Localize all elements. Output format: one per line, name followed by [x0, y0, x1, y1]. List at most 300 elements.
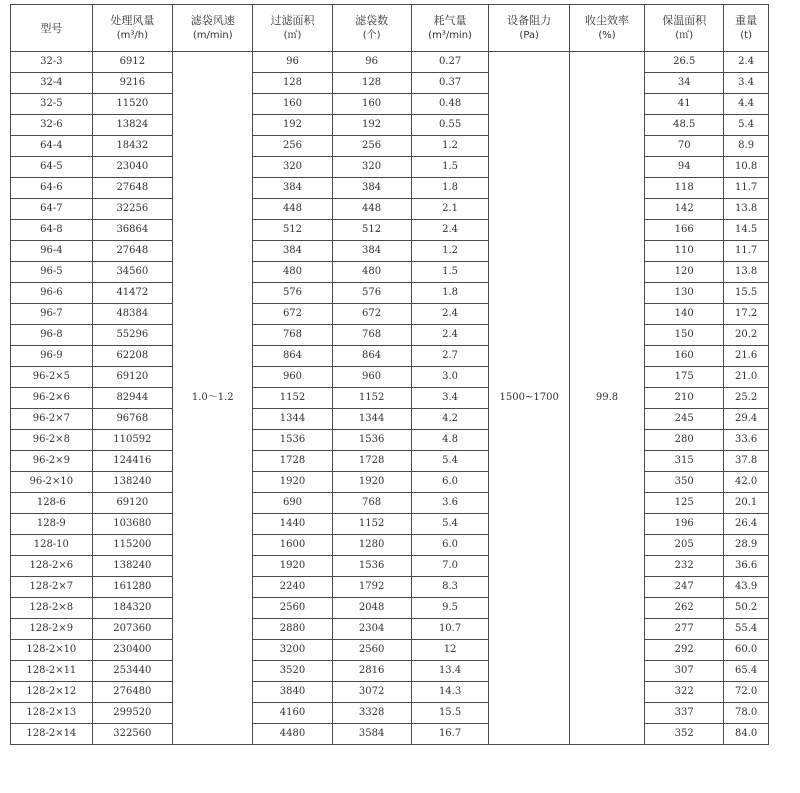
cell-insulation-area: 130	[645, 283, 724, 304]
cell-insulation-area: 142	[645, 199, 724, 220]
cell-air-consumption: 3.6	[411, 493, 489, 514]
header-label: 滤袋风速	[190, 14, 235, 27]
cell-bag-count: 1152	[332, 388, 411, 409]
cell-weight: 8.9	[724, 136, 769, 157]
header-label: 设备阻力	[507, 14, 552, 27]
cell-insulation-area: 232	[645, 556, 724, 577]
cell-model: 128-2×9	[11, 619, 93, 640]
cell-airflow: 48384	[92, 304, 172, 325]
cell-bag-count: 1536	[332, 556, 411, 577]
table-row	[11, 472, 769, 493]
table-row	[11, 598, 769, 619]
table-row	[11, 220, 769, 241]
cell-bag-count: 672	[332, 304, 411, 325]
table-row	[11, 703, 769, 724]
cell-model: 96-4	[11, 241, 93, 262]
header-unit: (㎡)	[283, 30, 302, 41]
cell-bag-count: 864	[332, 346, 411, 367]
cell-air-consumption: 0.37	[411, 73, 489, 94]
cell-model: 64-5	[11, 157, 93, 178]
cell-air-consumption: 0.27	[411, 52, 489, 73]
cell-airflow: 184320	[92, 598, 172, 619]
cell-insulation-area: 120	[645, 262, 724, 283]
cell-filter-area: 96	[253, 52, 332, 73]
cell-weight: 15.5	[724, 283, 769, 304]
table-row	[11, 157, 769, 178]
cell-bag-count: 3328	[332, 703, 411, 724]
cell-model: 128-2×7	[11, 577, 93, 598]
table-row	[11, 136, 769, 157]
cell-insulation-area: 196	[645, 514, 724, 535]
cell-filter-area: 160	[253, 94, 332, 115]
table-row	[11, 514, 769, 535]
cell-weight: 50.2	[724, 598, 769, 619]
cell-insulation-area: 160	[645, 346, 724, 367]
cell-air-consumption: 5.4	[411, 514, 489, 535]
table-row	[11, 52, 769, 73]
cell-model: 96-2×10	[11, 472, 93, 493]
cell-filter-area: 256	[253, 136, 332, 157]
table-row	[11, 94, 769, 115]
cell-airflow: 110592	[92, 430, 172, 451]
cell-insulation-area: 280	[645, 430, 724, 451]
cell-model: 96-2×6	[11, 388, 93, 409]
cell-air-consumption: 3.0	[411, 367, 489, 388]
cell-weight: 4.4	[724, 94, 769, 115]
cell-model: 128-9	[11, 514, 93, 535]
cell-filter-area: 672	[253, 304, 332, 325]
cell-airflow: 276480	[92, 682, 172, 703]
cell-airflow: 9216	[92, 73, 172, 94]
cell-airflow: 103680	[92, 514, 172, 535]
table-row	[11, 493, 769, 514]
cell-filter-area: 1920	[253, 472, 332, 493]
cell-weight: 60.0	[724, 640, 769, 661]
cell-filter-area: 1728	[253, 451, 332, 472]
cell-airflow: 18432	[92, 136, 172, 157]
cell-insulation-area: 110	[645, 241, 724, 262]
cell-air-consumption: 5.4	[411, 451, 489, 472]
cell-insulation-area: 307	[645, 661, 724, 682]
cell-model: 128-2×11	[11, 661, 93, 682]
cell-air-consumption: 1.8	[411, 283, 489, 304]
cell-insulation-area: 352	[645, 724, 724, 745]
cell-weight: 17.2	[724, 304, 769, 325]
header-unit: (m/min)	[192, 30, 233, 41]
col-header-filter-velocity	[173, 5, 253, 52]
cell-air-consumption: 7.0	[411, 556, 489, 577]
cell-model: 128-6	[11, 493, 93, 514]
table-body	[11, 52, 769, 745]
cell-airflow: 36864	[92, 220, 172, 241]
cell-filter-area: 3840	[253, 682, 332, 703]
cell-airflow: 27648	[92, 178, 172, 199]
cell-filter-area: 2880	[253, 619, 332, 640]
cell-bag-count: 1536	[332, 430, 411, 451]
cell-weight: 25.2	[724, 388, 769, 409]
cell-insulation-area: 210	[645, 388, 724, 409]
cell-model: 32-6	[11, 115, 93, 136]
cell-airflow: 34560	[92, 262, 172, 283]
col-header-airflow	[92, 5, 172, 52]
table-row	[11, 115, 769, 136]
cell-filter-area: 1600	[253, 535, 332, 556]
cell-model: 96-7	[11, 304, 93, 325]
cell-insulation-area: 125	[645, 493, 724, 514]
cell-bag-count: 768	[332, 325, 411, 346]
cell-airflow: 161280	[92, 577, 172, 598]
cell-weight: 36.6	[724, 556, 769, 577]
cell-bag-count: 128	[332, 73, 411, 94]
cell-air-consumption: 8.3	[411, 577, 489, 598]
table-row	[11, 346, 769, 367]
cell-bag-count: 1920	[332, 472, 411, 493]
cell-airflow: 138240	[92, 556, 172, 577]
cell-insulation-area: 322	[645, 682, 724, 703]
cell-airflow: 62208	[92, 346, 172, 367]
cell-air-consumption: 3.4	[411, 388, 489, 409]
cell-air-consumption: 9.5	[411, 598, 489, 619]
cell-bag-count: 3584	[332, 724, 411, 745]
cell-weight: 21.0	[724, 367, 769, 388]
cell-bag-count: 384	[332, 178, 411, 199]
cell-airflow: 230400	[92, 640, 172, 661]
header-unit: (t)	[740, 30, 752, 41]
cell-insulation-area: 292	[645, 640, 724, 661]
cell-model: 128-2×14	[11, 724, 93, 745]
cell-model: 96-5	[11, 262, 93, 283]
cell-bag-count: 512	[332, 220, 411, 241]
col-header-resistance	[489, 5, 569, 52]
cell-weight: 5.4	[724, 115, 769, 136]
header-unit: (㎡)	[675, 30, 694, 41]
cell-filter-area: 128	[253, 73, 332, 94]
table-row	[11, 283, 769, 304]
cell-filter-area: 1440	[253, 514, 332, 535]
cell-model: 64-7	[11, 199, 93, 220]
cell-air-consumption: 1.5	[411, 157, 489, 178]
cell-weight: 20.1	[724, 493, 769, 514]
cell-air-consumption: 1.8	[411, 178, 489, 199]
cell-bag-count: 320	[332, 157, 411, 178]
cell-insulation-area: 70	[645, 136, 724, 157]
cell-model: 96-6	[11, 283, 93, 304]
cell-insulation-area: 337	[645, 703, 724, 724]
cell-bag-count: 960	[332, 367, 411, 388]
cell-insulation-area: 118	[645, 178, 724, 199]
cell-airflow: 115200	[92, 535, 172, 556]
cell-airflow: 41472	[92, 283, 172, 304]
cell-air-consumption: 13.4	[411, 661, 489, 682]
cell-weight: 42.0	[724, 472, 769, 493]
cell-insulation-area: 247	[645, 577, 724, 598]
spec-table	[10, 4, 769, 745]
header-label: 型号	[40, 21, 63, 35]
cell-model: 64-4	[11, 136, 93, 157]
cell-model: 96-9	[11, 346, 93, 367]
cell-bag-count: 576	[332, 283, 411, 304]
table-row	[11, 367, 769, 388]
cell-airflow: 55296	[92, 325, 172, 346]
cell-weight: 43.9	[724, 577, 769, 598]
cell-filter-area: 1536	[253, 430, 332, 451]
cell-model: 128-2×13	[11, 703, 93, 724]
cell-weight: 26.4	[724, 514, 769, 535]
cell-model: 96-2×8	[11, 430, 93, 451]
table-row	[11, 535, 769, 556]
cell-air-consumption: 1.2	[411, 136, 489, 157]
cell-insulation-area: 34	[645, 73, 724, 94]
cell-model: 32-5	[11, 94, 93, 115]
cell-filter-area: 4160	[253, 703, 332, 724]
table-row	[11, 640, 769, 661]
cell-filter-area: 448	[253, 199, 332, 220]
cell-airflow: 6912	[92, 52, 172, 73]
col-header-model	[11, 5, 93, 52]
cell-bag-count: 480	[332, 262, 411, 283]
cell-weight: 72.0	[724, 682, 769, 703]
table-row	[11, 241, 769, 262]
cell-weight: 21.6	[724, 346, 769, 367]
header-unit: (m³/min)	[428, 30, 472, 41]
cell-bag-count: 1728	[332, 451, 411, 472]
cell-bag-count: 768	[332, 493, 411, 514]
cell-model: 32-3	[11, 52, 93, 73]
cell-bag-count: 448	[332, 199, 411, 220]
cell-insulation-area: 94	[645, 157, 724, 178]
cell-airflow: 27648	[92, 241, 172, 262]
cell-bag-count: 2816	[332, 661, 411, 682]
cell-filter-area: 768	[253, 325, 332, 346]
cell-air-consumption: 2.4	[411, 304, 489, 325]
header-row	[11, 5, 769, 52]
cell-air-consumption: 14.3	[411, 682, 489, 703]
cell-model: 128-10	[11, 535, 93, 556]
cell-weight: 11.7	[724, 178, 769, 199]
cell-model: 96-2×9	[11, 451, 93, 472]
cell-weight: 37.8	[724, 451, 769, 472]
cell-model: 64-6	[11, 178, 93, 199]
cell-weight: 29.4	[724, 409, 769, 430]
cell-air-consumption: 16.7	[411, 724, 489, 745]
cell-airflow: 23040	[92, 157, 172, 178]
cell-bag-count: 1152	[332, 514, 411, 535]
cell-airflow: 69120	[92, 493, 172, 514]
cell-airflow: 69120	[92, 367, 172, 388]
cell-filter-area: 2560	[253, 598, 332, 619]
cell-airflow: 138240	[92, 472, 172, 493]
cell-weight: 3.4	[724, 73, 769, 94]
cell-resistance-shared: 1500~1700	[489, 52, 569, 745]
cell-insulation-area: 262	[645, 598, 724, 619]
table-header	[11, 5, 769, 52]
cell-bag-count: 2048	[332, 598, 411, 619]
table-row	[11, 388, 769, 409]
cell-insulation-area: 175	[645, 367, 724, 388]
table-row	[11, 304, 769, 325]
cell-model: 96-2×7	[11, 409, 93, 430]
cell-model: 128-2×12	[11, 682, 93, 703]
cell-airflow: 96768	[92, 409, 172, 430]
table-row	[11, 430, 769, 451]
col-header-insulation-area	[645, 5, 724, 52]
cell-bag-count: 1792	[332, 577, 411, 598]
cell-air-consumption: 2.4	[411, 325, 489, 346]
table-row	[11, 199, 769, 220]
cell-filter-area: 512	[253, 220, 332, 241]
cell-bag-count: 192	[332, 115, 411, 136]
cell-air-consumption: 4.8	[411, 430, 489, 451]
cell-filter-area: 690	[253, 493, 332, 514]
header-label: 滤袋数	[355, 14, 389, 27]
cell-airflow: 82944	[92, 388, 172, 409]
cell-model: 128-2×10	[11, 640, 93, 661]
cell-bag-count: 3072	[332, 682, 411, 703]
header-label: 收尘效率	[585, 14, 630, 27]
cell-weight: 13.8	[724, 262, 769, 283]
header-unit: (Pa)	[519, 30, 539, 41]
cell-filter-area: 1920	[253, 556, 332, 577]
cell-model: 96-8	[11, 325, 93, 346]
cell-insulation-area: 41	[645, 94, 724, 115]
cell-bag-count: 2304	[332, 619, 411, 640]
cell-weight: 55.4	[724, 619, 769, 640]
cell-filter-area: 480	[253, 262, 332, 283]
cell-weight: 14.5	[724, 220, 769, 241]
header-label: 过滤面积	[270, 14, 315, 27]
cell-airflow: 11520	[92, 94, 172, 115]
cell-insulation-area: 277	[645, 619, 724, 640]
cell-bag-count: 96	[332, 52, 411, 73]
cell-air-consumption: 2.1	[411, 199, 489, 220]
cell-insulation-area: 150	[645, 325, 724, 346]
cell-airflow: 124416	[92, 451, 172, 472]
cell-filter-area: 192	[253, 115, 332, 136]
cell-weight: 10.8	[724, 157, 769, 178]
cell-air-consumption: 6.0	[411, 535, 489, 556]
cell-air-consumption: 15.5	[411, 703, 489, 724]
cell-filter-area: 384	[253, 241, 332, 262]
cell-bag-count: 2560	[332, 640, 411, 661]
col-header-bag-count	[332, 5, 411, 52]
cell-air-consumption: 1.5	[411, 262, 489, 283]
cell-filter-area: 1344	[253, 409, 332, 430]
cell-insulation-area: 350	[645, 472, 724, 493]
cell-filter-velocity-shared: 1.0～1.2	[173, 52, 253, 745]
cell-bag-count: 160	[332, 94, 411, 115]
table-row	[11, 73, 769, 94]
cell-air-consumption: 2.4	[411, 220, 489, 241]
cell-filter-area: 960	[253, 367, 332, 388]
cell-bag-count: 1280	[332, 535, 411, 556]
cell-filter-area: 3520	[253, 661, 332, 682]
cell-filter-area: 2240	[253, 577, 332, 598]
header-label: 保温面积	[662, 14, 707, 27]
cell-insulation-area: 26.5	[645, 52, 724, 73]
cell-weight: 28.9	[724, 535, 769, 556]
col-header-weight	[724, 5, 769, 52]
table-row	[11, 325, 769, 346]
cell-model: 96-2×5	[11, 367, 93, 388]
cell-air-consumption: 6.0	[411, 472, 489, 493]
cell-insulation-area: 166	[645, 220, 724, 241]
header-label: 处理风量	[110, 14, 155, 27]
cell-filter-area: 576	[253, 283, 332, 304]
col-header-efficiency	[569, 5, 644, 52]
table-row	[11, 661, 769, 682]
table-row	[11, 409, 769, 430]
cell-model: 32-4	[11, 73, 93, 94]
cell-insulation-area: 315	[645, 451, 724, 472]
col-header-filter-area	[253, 5, 332, 52]
cell-air-consumption: 2.7	[411, 346, 489, 367]
header-unit: (m³/h)	[116, 30, 148, 41]
table-row	[11, 682, 769, 703]
cell-filter-area: 3200	[253, 640, 332, 661]
cell-air-consumption: 4.2	[411, 409, 489, 430]
table-row	[11, 577, 769, 598]
cell-weight: 65.4	[724, 661, 769, 682]
cell-bag-count: 1344	[332, 409, 411, 430]
cell-airflow: 322560	[92, 724, 172, 745]
table-row	[11, 619, 769, 640]
cell-airflow: 299520	[92, 703, 172, 724]
cell-insulation-area: 140	[645, 304, 724, 325]
cell-airflow: 13824	[92, 115, 172, 136]
table-row	[11, 556, 769, 577]
cell-filter-area: 4480	[253, 724, 332, 745]
cell-filter-area: 864	[253, 346, 332, 367]
cell-airflow: 253440	[92, 661, 172, 682]
cell-filter-area: 1152	[253, 388, 332, 409]
header-unit: (%)	[598, 30, 616, 41]
cell-bag-count: 384	[332, 241, 411, 262]
cell-insulation-area: 245	[645, 409, 724, 430]
table-row	[11, 724, 769, 745]
cell-weight: 11.7	[724, 241, 769, 262]
cell-airflow: 32256	[92, 199, 172, 220]
cell-model: 128-2×6	[11, 556, 93, 577]
cell-weight: 78.0	[724, 703, 769, 724]
header-label: 耗气量	[433, 14, 467, 27]
col-header-air-consumption	[411, 5, 489, 52]
cell-bag-count: 256	[332, 136, 411, 157]
table-row	[11, 178, 769, 199]
header-unit: (个)	[362, 30, 381, 41]
cell-weight: 20.2	[724, 325, 769, 346]
table-row	[11, 262, 769, 283]
cell-insulation-area: 48.5	[645, 115, 724, 136]
cell-filter-area: 320	[253, 157, 332, 178]
cell-air-consumption: 12	[411, 640, 489, 661]
cell-weight: 84.0	[724, 724, 769, 745]
cell-weight: 2.4	[724, 52, 769, 73]
cell-efficiency-shared: 99.8	[569, 52, 644, 745]
table-row	[11, 451, 769, 472]
cell-model: 128-2×8	[11, 598, 93, 619]
cell-air-consumption: 0.48	[411, 94, 489, 115]
cell-insulation-area: 205	[645, 535, 724, 556]
cell-airflow: 207360	[92, 619, 172, 640]
cell-air-consumption: 1.2	[411, 241, 489, 262]
header-label: 重量	[735, 14, 758, 27]
cell-air-consumption: 0.55	[411, 115, 489, 136]
cell-air-consumption: 10.7	[411, 619, 489, 640]
cell-weight: 13.8	[724, 199, 769, 220]
cell-filter-area: 384	[253, 178, 332, 199]
cell-weight: 33.6	[724, 430, 769, 451]
cell-model: 64-8	[11, 220, 93, 241]
